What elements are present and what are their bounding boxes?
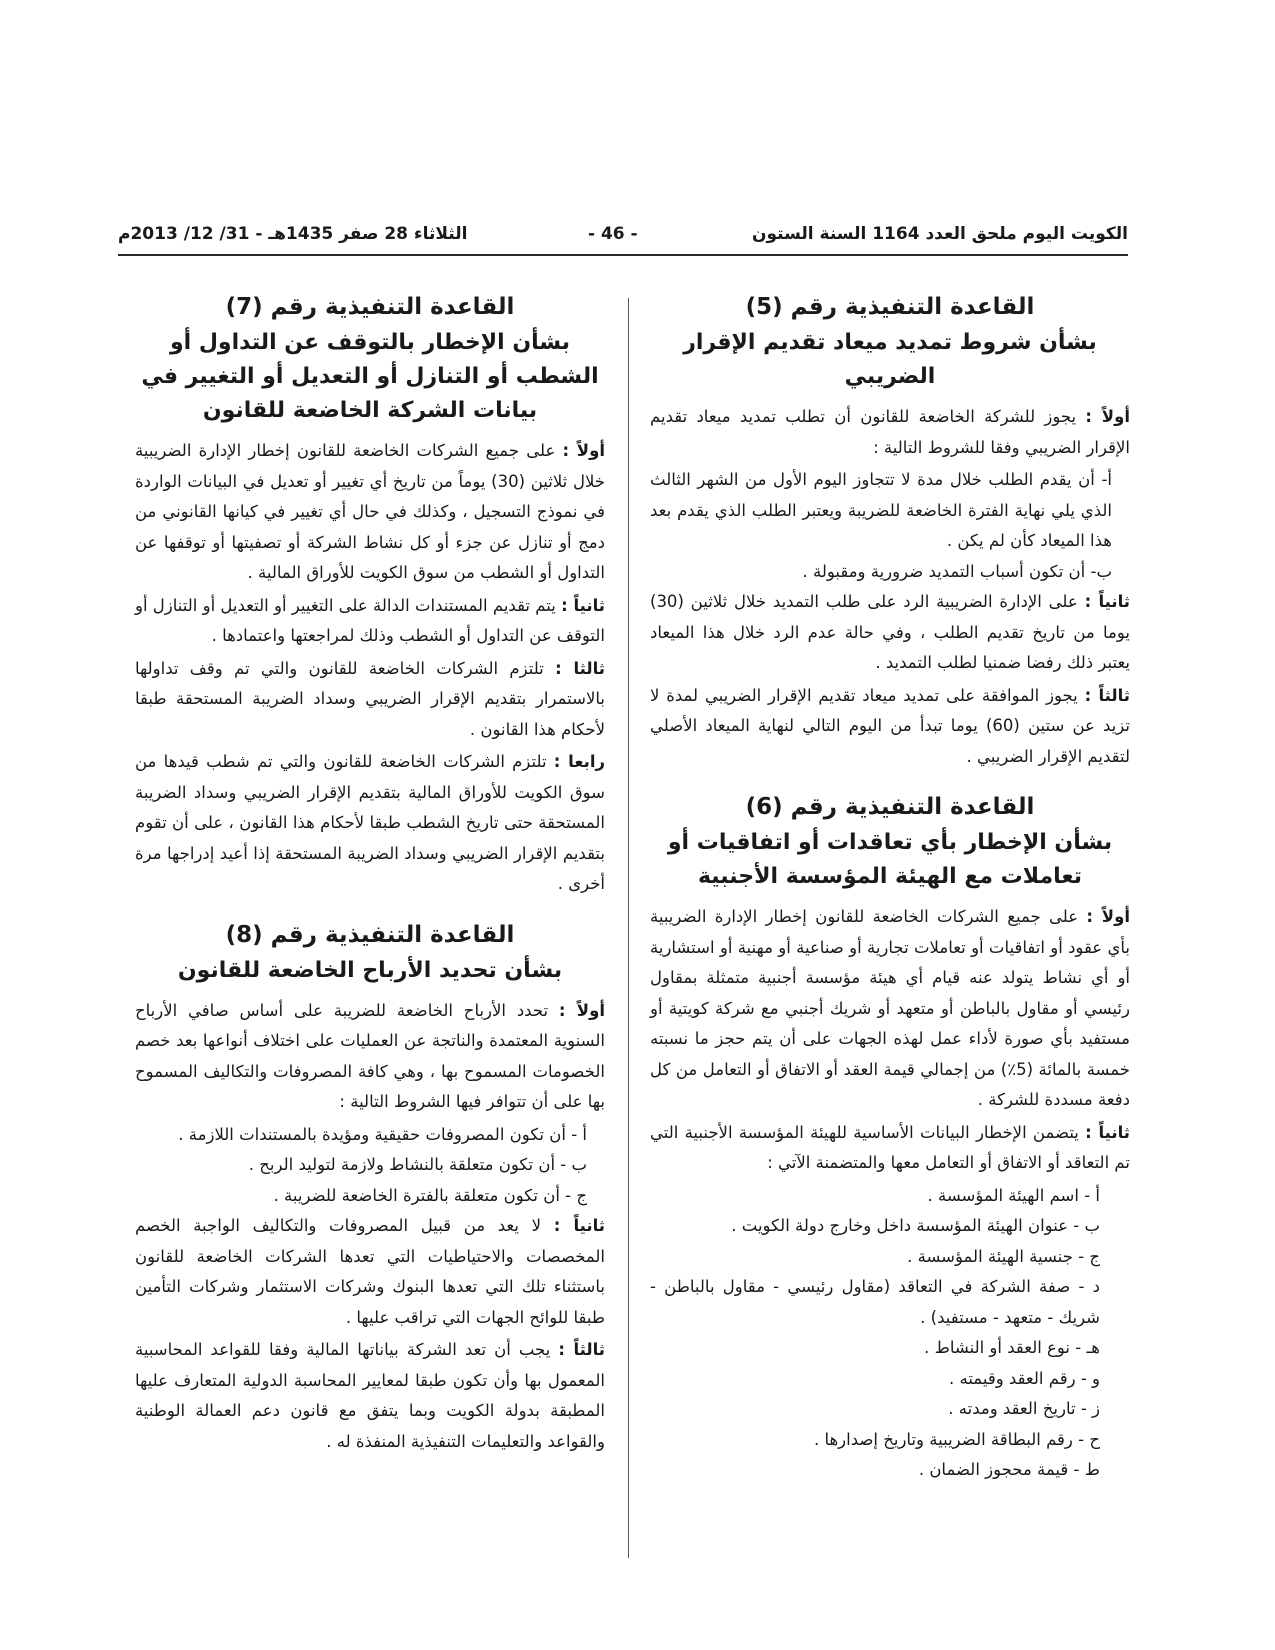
para-text: يجوز الموافقة على تمديد ميعاد تقديم الإقرار الضريبي لمدة لا تزيد عن ستين (60) يوما تبدأ من اليوم التالي لنهاية الميعاد الأصلي لتقديم الإقرار الضريبي . [650,685,1130,766]
rule-8-subtitle: بشأن تحديد الأرباح الخاضعة للقانون [177,957,563,983]
para-text: على جميع الشركات الخاضعة للقانون إخطار الإدارة الضريبية خلال ثلاثين (30) يوماً من تاريخ أي تغيير أو تعديل في البيانات الواردة في نموذج التسجيل ، وكذلك في حال أي تغيير في كيانها القانوني من دمج أو تنازل عن جزء أو كل نشاط الشركة أو تصفيتها أو توقفها عن التداول أو الشطب من سوق الكويت للأوراق المالية . [135,441,605,582]
para-lead: ثالثاً : [558,1340,605,1359]
rule-6-title: القاعدة التنفيذية رقم (6) [745,794,1035,820]
para-lead: ثالثا : [555,658,605,678]
page-number: - 46 - [588,224,638,244]
para-lead: ثانياً : [1085,1122,1130,1142]
para-lead: رابعا : [553,752,606,771]
list-item: هـ - نوع العقد أو النشاط . [924,1338,1100,1357]
rule-8-title: القاعدة التنفيذية رقم (8) [225,921,515,948]
list-item: ز - تاريخ العقد ومدته . [948,1399,1100,1418]
right-column [650,290,1130,1504]
list-item: ط - قيمة محجوز الضمان . [918,1460,1100,1479]
rule-8-para-2 [135,1211,605,1333]
rule-7-para-1 [135,436,605,589]
para-lead: ثانياً : [561,595,605,615]
rule-7-section [135,290,605,900]
rule-6-subtitle: بشأن الإخطار بأي تعاقدات أو اتفاقيات أو تعاملات مع الهيئة المؤسسة الأجنبية [667,830,1113,889]
rule-7-subtitle: بشأن الإخطار بالتوقف عن التداول أو الشطب أو التنازل أو التعديل أو التغيير في بيانات الشركة الخاضعة للقانون [141,330,599,423]
rule-5-subtitle: بشأن شروط تمديد ميعاد تقديم الإقرار الضريبي [683,330,1097,389]
para-text: يجب أن تعد الشركة بياناتها المالية وفقا للقواعد المحاسبية المعمول بها وأن تكون طبقا لمعايير المحاسبة الدولية المتعارف عليها المطبقة بدولة الكويت وبما يتفق مع قانون دعم العمالة الوطنية والقواعد والتعليمات التنفيذية المنفذة له . [135,1340,605,1451]
para-text: تلتزم الشركات الخاضعة للقانون والتي تم شطب قيدها من سوق الكويت للأوراق المالية بتقديم الإقرار الضريبي وسداد الضريبة المستحقة حتى تاريخ الشطب طبقا لأحكام هذا القانون ، على أن تقوم بتقديم الإقرار الضريبي وسداد الضريبة المستحقة إذا أعيد إدراجها مرة أخرى . [135,752,605,893]
para-lead: أولاً : [558,1000,605,1020]
rule-6-para-1 [650,902,1130,1116]
list-item: ب - عنوان الهيئة المؤسسة داخل وخارج دولة الكويت . [731,1216,1100,1235]
rule-5-item-b: ب- أن تكون أسباب التمديد ضرورية ومقبولة . [802,561,1112,581]
para-text: على الإدارة الضريبية الرد على طلب التمديد خلال ثلاثين (30) يوما من تاريخ تقديم الطلب ، وفي حالة عدم الرد خلال هذا الميعاد يعتبر ذلك رفضا ضمنيا لطلب التمديد . [650,592,1130,672]
para-lead: ثانياً : [1084,592,1130,611]
rule-5-para-1 [650,402,1130,463]
para-lead: ثانياً : [553,1216,605,1235]
list-item: ج - أن تكون متعلقة بالفترة الخاضعة للضريبة . [273,1185,587,1205]
rule-5-section [650,290,1130,772]
rule-6-section [650,790,1130,1486]
list-item: أ - اسم الهيئة المؤسسة . [927,1185,1100,1205]
list-item: ح - رقم البطاقة الضريبية وتاريخ إصدارها . [813,1429,1100,1449]
rule-6-para-2 [650,1118,1130,1179]
list-item: ب - أن تكون متعلقة بالنشاط ولازمة لتوليد الربح . [248,1155,587,1174]
para-text: يتضمن الإخطار البيانات الأساسية للهيئة المؤسسة الأجنبية التي تم التعاقد أو الاتفاق أو التعامل معها والمتضمنة الآتي : [650,1122,1130,1172]
para-text: يجوز للشركة الخاضعة للقانون أن تطلب تمديد ميعاد تقديم الإقرار الضريبي وفقا للشروط التالية : [650,407,1130,457]
list-item: ج - جنسية الهيئة المؤسسة . [907,1246,1100,1266]
rule-8-para-3 [135,1335,605,1457]
para-lead: أولاً : [1086,907,1130,926]
left-column [135,290,605,1475]
column-divider [628,298,629,1558]
para-text: تلتزم الشركات الخاضعة للقانون والتي تم وقف تداولها بالاستمرار بتقديم الإقرار الضريبي وسداد الضريبة المستحقة طبقا لأحكام هذا القانون . [135,658,605,739]
rule-8-section [135,918,605,1458]
rule-5-item-a: أ- أن يقدم الطلب خلال مدة لا تتجاوز اليوم الأول من الشهر الثالث الذي يلي نهاية الفترة الخاضعة للضريبة ويعتبر الطلب الذي يقدم بعد هذا الميعاد كأن لم يكن . [650,470,1112,550]
para-text: على جميع الشركات الخاضعة للقانون إخطار الإدارة الضريبية بأي عقود أو اتفاقيات أو تعاملات تجارية أو صناعية أو مهنية أو استشارية أو أي نشاط يتولد عنه قيام أي هيئة مؤسسة أجنبية متمثلة بمقاول رئيسي أو مقاول بالباطن أو متعهد أو شريك أجنبي مع شركة كويتية أو مستفيد بأي صورة لأداء عمل لهذه الجهات على أن يتم حجز ما نسبته خمسة بالمائة (5٪) من إجمالي قيمة العقد أو الاتفاق أو التعامل من كل دفعة مسددة للشركة . [650,907,1131,1109]
para-text: لا يعد من قبيل المصروفات والتكاليف الواجبة الخصم المخصصات والاحتياطيات التي تعدها الشركات الخاضعة للقانون باستثناء تلك التي تعدها البنوك وشركات الاستثمار وشركات التأمين طبقا للوائح الجهات التي تراقب عليها . [135,1216,605,1327]
rule-7-title: القاعدة التنفيذية رقم (7) [225,294,515,320]
issue-date: الثلاثاء 28 صفر 1435هـ - 31/ 12/ 2013م [118,224,468,244]
rule-5-title: القاعدة التنفيذية رقم (5) [745,294,1035,320]
list-item: أ - أن تكون المصروفات حقيقية ومؤيدة بالمستندات اللازمة . [178,1124,587,1144]
para-text: يتم تقديم المستندات الدالة على التغيير أو التعديل أو التنازل أو التوقف عن التداول أو الشطب وذلك لمراجعتها واعتمادها . [135,595,605,645]
para-lead: ثالثاً : [1084,685,1130,705]
list-item: و - رقم العقد وقيمته . [948,1368,1100,1388]
rule-5-para-2 [650,587,1130,679]
rule-5-para-3 [650,681,1130,773]
list-item: د - صفة الشركة في التعاقد (مقاول رئيسي - مقاول بالباطن - شريك - متعهد - مستفيد) . [650,1277,1100,1327]
rule-7-para-2 [135,591,605,652]
rule-8-para-1 [135,996,605,1118]
para-lead: أولاً : [1085,407,1131,426]
para-text: تحدد الأرباح الخاضعة للضريبة على أساس صافي الأرباح السنوية المعتمدة والناتجة عن العمليات على اختلاف أنواعها بعد خصم الخصومات المسموح بها ، وهي كافة المصروفات والتكاليف المسموح بها على أن تتوافر فيها الشروط التالية : [135,1000,605,1111]
para-lead: أولاً : [562,441,605,460]
rule-7-para-3 [135,654,605,746]
rule-7-para-4 [135,747,605,900]
page-header [118,220,1128,256]
publication-title: الكويت اليوم ملحق العدد 1164 السنة الستون [751,224,1128,244]
